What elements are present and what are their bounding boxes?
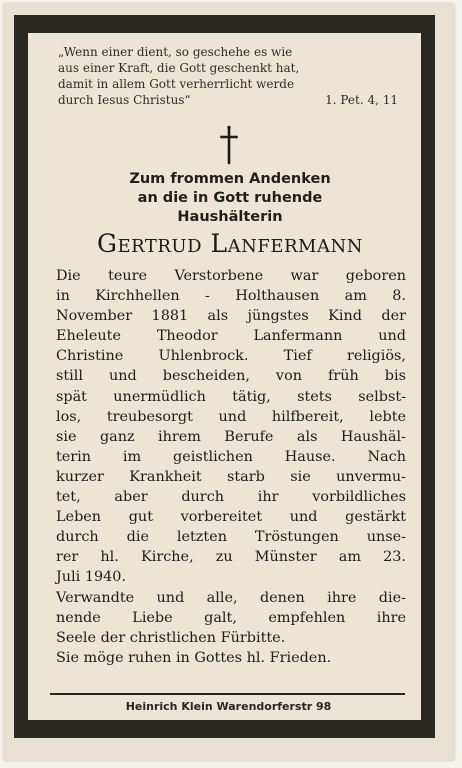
text-line: rer hl. Kirche, zu Münster am 23. — [56, 549, 406, 566]
text-line: durch die letzten Tröstungen unse- — [56, 529, 406, 546]
text-line: kurzer Krankheit starb sie unvermu- — [56, 468, 406, 485]
divider-line — [50, 693, 405, 695]
text-line: Verwandte und alle, denen ihre die- — [56, 589, 406, 606]
heading-line: Haushälterin — [177, 209, 283, 225]
deceased-name: Gertrud Lanfermann — [97, 229, 363, 258]
text-line: Eheleute Theodor Lanfermann und — [56, 328, 406, 345]
text-line: Leben gut vorbereitet und gestärkt — [56, 509, 406, 526]
quote-reference: 1. Pet. 4, 11 — [325, 93, 398, 107]
text-line: Sie möge ruhen in Gottes hl. Frieden. — [56, 649, 332, 666]
quote-last-line — [58, 92, 398, 108]
quote-line: aus einer Kraft, die Gott geschenkt hat, — [58, 61, 300, 75]
cross-icon — [217, 125, 241, 165]
heading-line: Zum frommen Andenken — [129, 171, 331, 187]
closing-prayer — [56, 648, 406, 668]
intercession-paragraph — [56, 588, 406, 648]
text-line: terin im geistlichen Hause. Nach — [56, 448, 406, 465]
biography-text — [56, 266, 406, 668]
text-line: still und bescheiden, von früh bis — [56, 368, 406, 385]
text-line: los, treubesorgt und hilfbereit, lebte — [56, 408, 406, 425]
quote-line: damit in allem Gott verherrlicht werde — [58, 77, 295, 91]
bible-quote — [58, 44, 398, 108]
text-line: Die teure Verstorbene war geboren — [56, 268, 406, 284]
memorial-heading — [40, 170, 420, 227]
text-line: tet, aber durch ihr vorbildliches — [56, 489, 406, 506]
heading-line: an die in Gott ruhende — [137, 190, 323, 206]
biography-paragraph — [56, 266, 406, 588]
text-line: November 1881 als jüngstes Kind der — [56, 308, 406, 325]
text-line: nende Liebe galt, empfehlen ihre — [56, 609, 406, 626]
text-line: Christine Uhlenbrock. Tief religiös, — [56, 348, 406, 365]
quote-line: durch Iesus Christus“ — [58, 93, 191, 107]
printer-imprint: Heinrich Klein Warendorferstr 98 — [125, 700, 332, 713]
text-line: in Kirchhellen - Holthausen am 8. — [56, 288, 406, 305]
text-line: Seele der christlichen Fürbitte. — [56, 629, 286, 646]
text-line: spät unermüdlich tätig, stets selbst- — [56, 388, 406, 405]
quote-line: „Wenn einer dient, so geschehe es wie — [58, 45, 293, 59]
text-line: sie ganz ihrem Berufe als Haushäl- — [56, 428, 406, 445]
text-line: Juli 1940. — [56, 569, 127, 586]
